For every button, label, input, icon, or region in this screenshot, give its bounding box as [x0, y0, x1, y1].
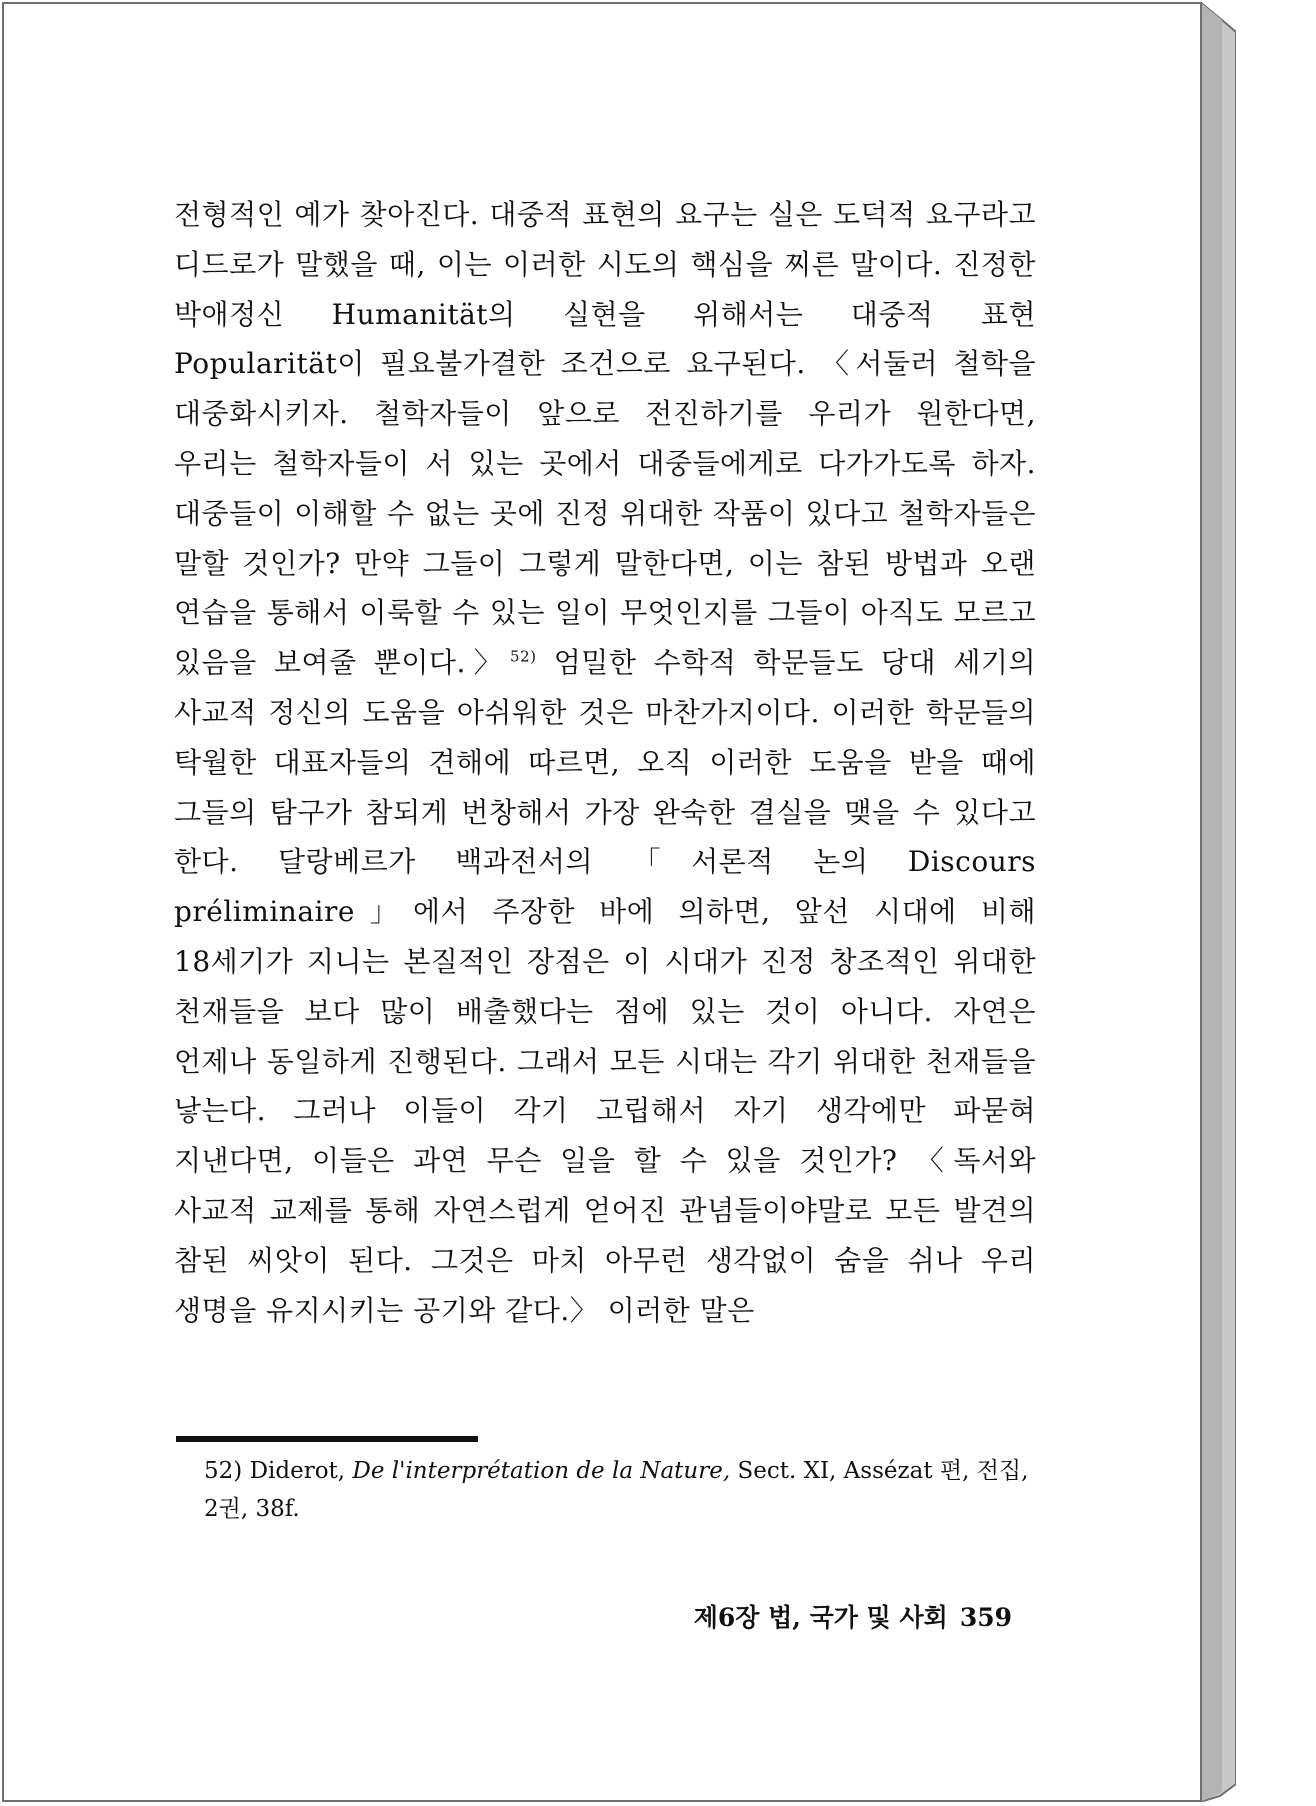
chapter-label: 제6장 법, 국가 및 사회 — [693, 1603, 948, 1632]
footnote-reference[interactable]: 52) — [510, 647, 537, 666]
body-text-part-2: 엄밀한 수학적 학문들도 당대 세기의 사교적 정신의 도움을 아쉬워한 것은 마찬가지이다. 이러한 학문들의 탁월한 대표자들의 견해에 따르면, 오직 이러한 도움을 받을 때에 그들의 탐구가 참되게 번창해서 가장 완숙한 결실을 맺을 수 있다고 한다. 달랑베르가 백과전서의 「서론적 논의 Discours préliminaire」에서 주장한 바에 의하면, 앞선 시대에 비해 18세기가 지니는 본질적인 장점은 이 시대가 진정 창조적인 위대한 천재들을 보다 많이 배출했다는 점에 있는 것이 아니다. 자연은 언제나 동일하게 진행된다. 그래서 모든 시대는 각기 위대한 천재들을 낳는다. 그러나 이들이 각기 고립해서 자기 생각에만 파묻혀 지낸다면, 이들은 과연 무슨 일을 할 수 있을 것인가? 〈독서와 사교적 교제를 통해 자연스럽게 얻어진 관념들이야말로 모든 발견의 참된 씨앗이 된다. 그것은 마치 아무런 생각없이 숨을 쉬나 우리 생명을 유지시키는 공기와 같다.〉 이러한 말은 — [174, 646, 1036, 1327]
running-footer — [640, 1600, 1012, 1636]
page-number: 359 — [959, 1603, 1012, 1632]
footnote-rule — [176, 1436, 478, 1442]
body-text-part-1: 전형적인 예가 찾아진다. 대중적 표현의 요구는 실은 도덕적 요구라고 디드로가 말했을 때, 이는 이러한 시도의 핵심을 찌른 말이다. 진정한 박애정신 Humanität의 실현을 위해서는 대중적 표현 Popularität이 필요불가결한 조건으로 요구된다. 〈서둘러 철학을 대중화시키자. 철학자들이 앞으로 전진하기를 우리가 원한다면, 우리는 철학자들이 서 있는 곳에서 대중들에게로 다가가도록 하자. 대중들이 이해할 수 없는 곳에 진정 위대한 작품이 있다고 철학자들은 말할 것인가? 만약 그들이 그렇게 말한다면, 이는 참된 방법과 오랜 연습을 통해서 이룩할 수 있는 일이 무엇인지를 그들이 아직도 모르고 있음을 보여줄 뿐이다.〉 — [174, 198, 1036, 680]
footnote-author: Diderot, — [249, 1458, 346, 1484]
footnote — [204, 1452, 1040, 1528]
page-edge-shadow — [1200, 2, 1236, 1802]
body-paragraph — [174, 190, 1036, 1335]
footnote-details: Sect. XI, Assézat 편, 전집, 2권, 38f. — [204, 1458, 1029, 1522]
footnote-number: 52) — [204, 1458, 243, 1484]
footnote-title: De l'interprétation de la Nature, — [352, 1458, 731, 1484]
